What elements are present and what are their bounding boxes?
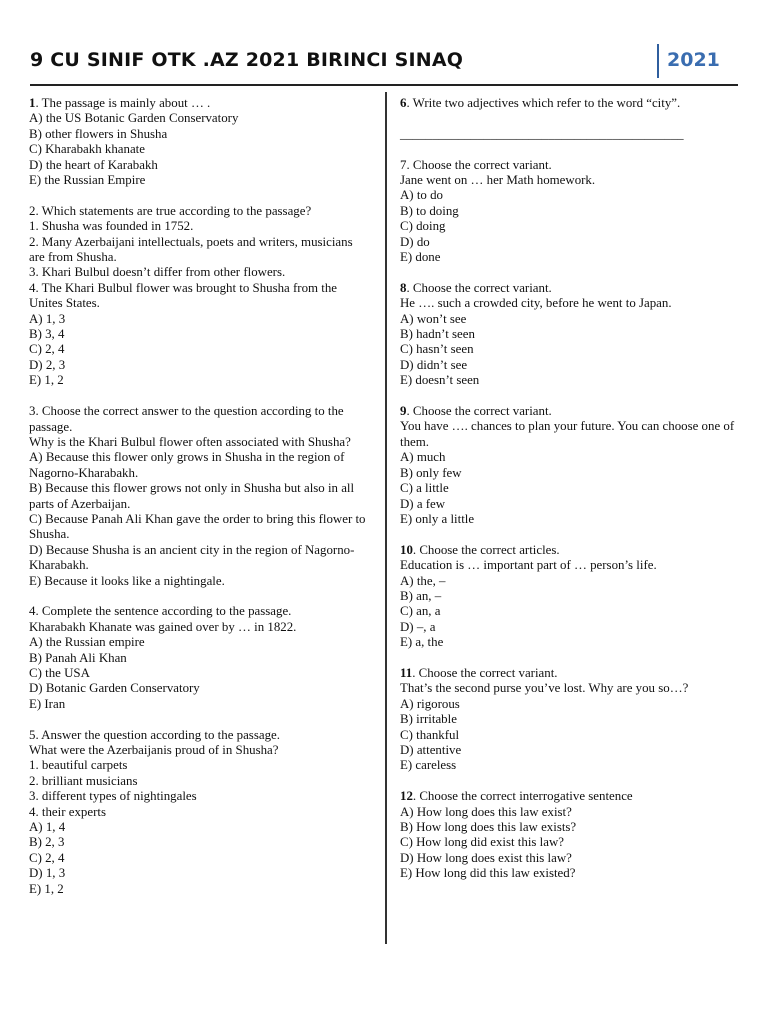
- question-4: [29, 604, 371, 712]
- answer-option: E) Because it looks like a nightingale.: [29, 573, 225, 588]
- answer-option: C) the USA: [29, 665, 90, 680]
- answer-option: D) 1, 3: [29, 866, 66, 881]
- question-prompt: [400, 96, 740, 111]
- answer-option: D) the heart of Karabakh: [29, 157, 158, 172]
- question-prompt: [29, 96, 371, 111]
- question-number: 10: [400, 542, 413, 557]
- question-line: 1. beautiful carpets: [29, 758, 128, 773]
- question-1: [29, 96, 371, 188]
- question-number: 11: [400, 665, 413, 680]
- left-column: [29, 96, 371, 912]
- question-prompt: [400, 404, 740, 419]
- question-number: 3: [29, 404, 36, 419]
- answer-option: C) Kharabakh khanate: [29, 142, 145, 157]
- answer-option: B) How long does this law exists?: [400, 819, 577, 834]
- answer-option: A) to do: [400, 188, 443, 203]
- answer-option: D) How long does exist this law?: [400, 850, 572, 865]
- question-number: 9: [400, 404, 407, 419]
- answer-option: D) Botanic Garden Conservatory: [29, 681, 200, 696]
- answer-option: A) 1, 4: [29, 820, 66, 835]
- answer-option: A) How long does this law exist?: [400, 804, 572, 819]
- answer-option: E) done: [400, 250, 441, 265]
- question-prompt: [400, 158, 740, 173]
- page-header: [30, 44, 730, 80]
- question-number: 4: [29, 604, 36, 619]
- answer-option: A) much: [400, 450, 446, 465]
- question-10: [400, 543, 740, 651]
- answer-option: B) 2, 3: [29, 835, 65, 850]
- question-8: [400, 281, 740, 389]
- question-line: 3. Khari Bulbul doesn’t differ from other flowers.: [29, 265, 286, 280]
- question-line: You have …. chances to plan your future. You can choose one of them.: [400, 419, 735, 449]
- answer-option: B) an, –: [400, 588, 442, 603]
- question-prompt: [29, 604, 371, 619]
- question-line: Why is the Khari Bulbul flower often associated with Shusha?: [29, 434, 351, 449]
- answer-option: A) the, –: [400, 573, 446, 588]
- answer-option: E) the Russian Empire: [29, 173, 146, 188]
- answer-option: C) thankful: [400, 727, 460, 742]
- answer-option: B) Because this flower grows not only in Shusha but also in all parts of Azerbaijan.: [29, 481, 355, 511]
- question-number: 2: [29, 203, 36, 218]
- answer-option: D) a few: [400, 496, 446, 511]
- question-text: . Answer the question according to the passage.: [35, 727, 280, 742]
- question-line: Jane went on … her Math homework.: [400, 173, 596, 187]
- page-title: 9 CU SINIF OTK .AZ 2021 BIRINCI SINAQ: [30, 49, 464, 71]
- answer-option: D) Because Shusha is an ancient city in the region of Nagorno-Kharabakh.: [29, 542, 355, 573]
- question-number: 6: [400, 96, 407, 110]
- question-line: 4. The Khari Bulbul flower was brought to Shusha from the Unites States.: [29, 280, 338, 311]
- question-text: . Choose the correct articles.: [412, 542, 560, 557]
- answer-blank-line: ____________________________________________: [400, 126, 684, 141]
- question-5: [29, 728, 371, 897]
- header-rule: [30, 84, 738, 86]
- question-number: 8: [400, 280, 407, 295]
- question-prompt: [400, 281, 740, 296]
- answer-option: E) doesn’t seen: [400, 373, 480, 388]
- answer-option: A) rigorous: [400, 696, 460, 711]
- answer-option: B) 3, 4: [29, 327, 65, 342]
- question-number: 5: [29, 727, 36, 742]
- answer-option: C) How long did exist this law?: [400, 835, 564, 850]
- column-divider: [385, 92, 387, 944]
- question-3: [29, 404, 371, 589]
- question-line: [400, 111, 740, 126]
- answer-option: A) won’t see: [400, 311, 467, 326]
- answer-option: B) hadn’t seen: [400, 327, 475, 342]
- answer-option: E) careless: [400, 758, 457, 773]
- answer-option: C) hasn’t seen: [400, 342, 474, 357]
- question-line: 2. Many Azerbaijani intellectuals, poets and writers, musicians are from Shusha.: [29, 234, 353, 265]
- question-12: [400, 789, 740, 881]
- answer-option: B) Panah Ali Khan: [29, 650, 127, 665]
- question-text: . Choose the correct variant.: [406, 280, 552, 295]
- answer-option: C) an, a: [400, 604, 441, 619]
- answer-option: C) Because Panah Ali Khan gave the order to bring this flower to Shusha.: [29, 511, 366, 542]
- question-2: [29, 204, 371, 389]
- question-line: 1. Shusha was founded in 1752.: [29, 219, 194, 234]
- answer-option: A) Because this flower only grows in Shusha in the region of Nagorno-Kharabakh.: [29, 450, 345, 480]
- answer-option: C) doing: [400, 219, 446, 234]
- answer-option: B) only few: [400, 465, 462, 480]
- question-number: 1: [29, 96, 36, 110]
- answer-option: A) the Russian empire: [29, 635, 145, 650]
- question-text: . Choose the correct variant.: [412, 665, 558, 680]
- question-prompt: [400, 666, 740, 681]
- answer-option: D) 2, 3: [29, 357, 66, 372]
- answer-option: A) the US Botanic Garden Conservatory: [29, 111, 239, 126]
- answer-option: E) only a little: [400, 511, 475, 526]
- answer-option: E) 1, 2: [29, 881, 64, 896]
- answer-option: B) other flowers in Shusha: [29, 126, 168, 141]
- question-text: . Choose the correct answer to the question according to the passage.: [29, 404, 344, 434]
- answer-option: C) 2, 4: [29, 850, 65, 865]
- answer-option: A) 1, 3: [29, 311, 66, 326]
- question-number: 7: [400, 157, 407, 172]
- answer-option: D) –, a: [400, 619, 436, 634]
- answer-option: D) didn’t see: [400, 357, 468, 372]
- question-11: [400, 666, 740, 774]
- question-line: Kharabakh Khanate was gained over by … in 1822.: [29, 619, 297, 634]
- question-text: . Choose the correct variant.: [406, 157, 552, 172]
- question-7: [400, 158, 740, 266]
- question-line: Education is … important part of … person’s life.: [400, 558, 657, 573]
- answer-option: D) attentive: [400, 742, 462, 757]
- header-year: 2021: [667, 49, 720, 71]
- question-line: That’s the second purse you’ve lost. Why are you so…?: [400, 681, 689, 696]
- question-text: . Choose the correct interrogative sentence: [412, 789, 633, 804]
- answer-option: C) 2, 4: [29, 342, 65, 357]
- question-prompt: [29, 728, 371, 743]
- question-line: He …. such a crowded city, before he went to Japan.: [400, 296, 672, 311]
- question-line: 4. their experts: [29, 804, 106, 819]
- answer-option: E) How long did this law existed?: [400, 866, 576, 881]
- question-text: . Complete the sentence according to the passage.: [35, 604, 292, 619]
- answer-option: B) to doing: [400, 203, 459, 218]
- question-prompt: [29, 404, 371, 435]
- answer-option: B) irritable: [400, 712, 457, 727]
- answer-option: C) a little: [400, 481, 449, 496]
- question-text: . Which statements are true according to the passage?: [35, 203, 312, 218]
- question-line: What were the Azerbaijanis proud of in Shusha?: [29, 743, 279, 757]
- right-column: [400, 96, 740, 897]
- question-text: . Choose the correct variant.: [406, 404, 552, 419]
- question-line: 2. brilliant musicians: [29, 773, 138, 788]
- question-text: . The passage is mainly about … .: [35, 96, 211, 110]
- question-text: . Write two adjectives which refer to the word “city”.: [406, 96, 681, 110]
- question-prompt: [400, 543, 740, 558]
- answer-option: E) Iran: [29, 696, 66, 711]
- question-prompt: [400, 789, 740, 804]
- answer-option: E) 1, 2: [29, 373, 64, 388]
- question-prompt: [29, 204, 371, 219]
- question-6: [400, 96, 740, 142]
- answer-option: E) a, the: [400, 635, 444, 650]
- question-number: 12: [400, 789, 413, 804]
- header-divider: [657, 44, 659, 78]
- question-9: [400, 404, 740, 527]
- question-line: 3. different types of nightingales: [29, 789, 197, 804]
- answer-option: D) do: [400, 234, 430, 249]
